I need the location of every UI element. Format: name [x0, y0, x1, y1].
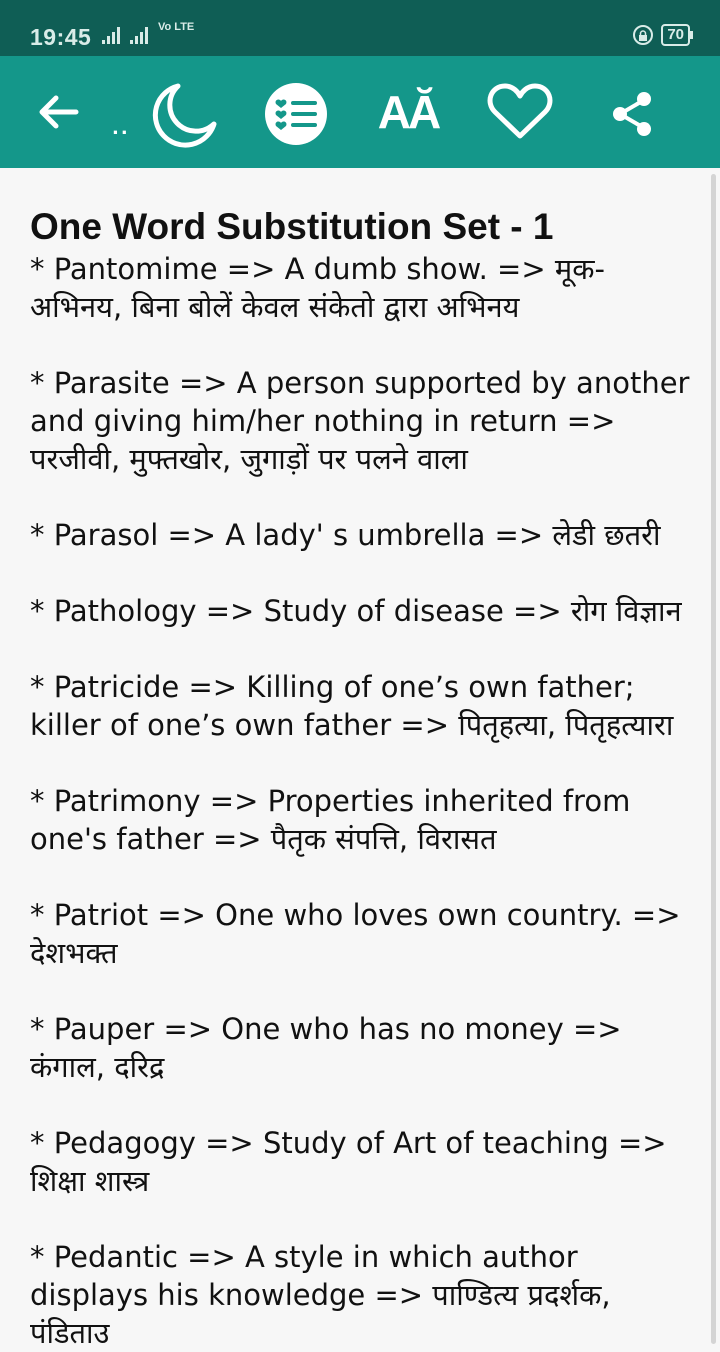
night-mode-moon-icon[interactable] [148, 78, 220, 150]
signal-icon [102, 26, 148, 44]
list-item: * Parasol => A lady' s umbrella => लेडी छतरी [30, 518, 661, 552]
article-content[interactable] [0, 168, 720, 1352]
heart-favorite-icon[interactable] [484, 80, 556, 144]
list-item: * Patricide => Killing of one’s own father; killer of one’s own father => पितृहत्या, पितृहत्यारा [30, 670, 674, 742]
list-item: * Pedantic => A style in which author displays his knowledge => पाण्डित्य प्रदर्शक, पंडिताउ [30, 1240, 611, 1350]
font-size-label: AĂ [377, 86, 439, 138]
list-item: * Pathology => Study of disease => रोग विज्ञान [30, 594, 682, 628]
rotation-lock-icon [633, 25, 653, 45]
share-icon[interactable] [604, 86, 660, 142]
more-options-button[interactable]: .. [112, 118, 130, 139]
page-title: One Word Substitution Set - 1 [30, 206, 554, 247]
back-arrow-icon[interactable] [30, 84, 86, 140]
list-item: * Parasite => A person supported by another and giving him/her nothing in return => परजीवी, मुफ्तखोर, जुगाड़ों पर पलने वाला [30, 366, 690, 476]
list-item: * Patrimony => Properties inherited from one's father => पैतृक संपत्ति, विरासत [30, 784, 631, 856]
favorites-list-icon[interactable] [262, 80, 330, 148]
toolbar [0, 56, 720, 168]
battery-indicator: 70 [661, 24, 690, 46]
list-item: * Pauper => One who has no money => कंगाल, दरिद्र [30, 1012, 622, 1084]
scrollbar[interactable] [711, 174, 716, 1344]
list-item: * Patriot => One who loves own country. => देशभक्त [30, 898, 681, 970]
list-item: * Pantomime => A dumb show. => मूक-अभिनय, बिना बोलें केवल संकेतो द्वारा अभिनय [30, 252, 605, 324]
font-size-icon[interactable] [372, 80, 444, 144]
article [30, 204, 695, 1352]
status-time: 19:45 [30, 24, 92, 50]
volte-indicator: Vo LTE [158, 21, 195, 33]
status-bar [0, 0, 720, 56]
list-item: * Pedagogy => Study of Art of teaching => शिक्षा शास्त्र [30, 1126, 667, 1198]
